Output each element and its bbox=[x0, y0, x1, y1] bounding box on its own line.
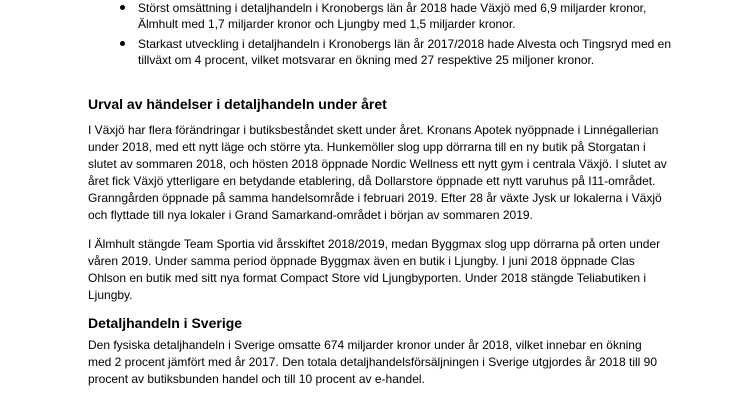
list-item bbox=[120, 36, 680, 68]
paragraph-almhult: I Älmhult stängde Team Sportia vid årsskiftet 2018/2019, medan Byggmax slog upp dörrarna på orten under våren 2019. Under samma period öppnade Byggmax även en butik i Ljungby. I juni 2018 öppnade Clas Ohlson en butik med sitt nya format Compact Store vid Ljungbyporten. Under 2018 stängde Teliabutiken i Ljungby. bbox=[88, 237, 661, 302]
bullet-text: Störst omsättning i detaljhandeln i Kronobergs län år 2018 hade Växjö med 6,9 miljarder kronor, Älmhult med 1,7 miljarder kronor och Ljungby med 1,5 miljarder kronor. bbox=[138, 1, 647, 31]
list-item bbox=[120, 0, 680, 32]
section-heading-sweden: Detaljhandeln i Sverige bbox=[88, 315, 243, 331]
paragraph-vaxjo: I Växjö har flera förändringar i butiksbeståndet skett under året. Kronans Apotek nyöppnade i Linnégallerian under 2018, med ett nytt läge och större yta. Hunkemöller slog upp dörrarna till en ny butik på Storgatan i slutet av sommaren 2018, och hösten 2018 öppnade Nordic Wellness ett nytt gym i centrala Växjö. I slutet av året fick Växjö ytterligare en betydande etablering, då Dollarstore öppnade ett nytt varuhus på I11-området. Granngården öppnade på samma handelsområde i februari 2019. Efter 28 år växte Jysk ur lokalerna i Växjö och flyttade till nya lokaler i Grand Samarkand-området i början av sommaren 2019. bbox=[88, 123, 667, 222]
bullet-text: Starkast utveckling i detaljhandeln i Kronobergs län år 2017/2018 hade Alvesta och Tingsryd med en tillväxt om 4 procent, vilket motsvarar en ökning med 27 respektive 25 miljoner kronor. bbox=[138, 37, 672, 67]
section-heading-events: Urval av händelser i detaljhandeln under året bbox=[88, 96, 387, 112]
bullet-icon bbox=[120, 5, 125, 10]
bullet-icon bbox=[120, 41, 125, 46]
paragraph-sweden: Den fysiska detaljhandeln i Sverige omsatte 674 miljarder kronor under år 2018, vilket innebar en ökning med 2 procent jämfört med år 2017. Den totala detaljhandelsförsäljningen i Sverige utgjordes år 2018 till 90 procent av butiksbunden handel och till 10 procent av e-handel. bbox=[88, 338, 658, 386]
bullet-list bbox=[120, 0, 680, 72]
